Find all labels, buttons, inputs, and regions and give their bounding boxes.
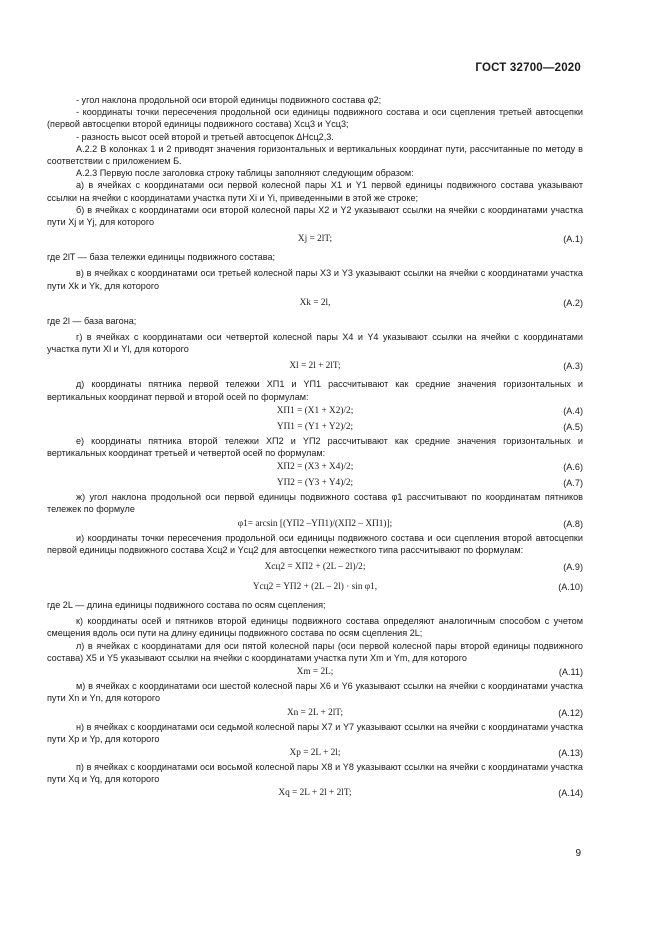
equation-a6 [47, 459, 583, 475]
equation-formula: XП2 = (X3 + X4)/2; [276, 462, 354, 473]
page-number: 9 [575, 848, 581, 859]
paragraph: л) в ячейках с координатами для оси пятой колесной пары (оси первой колесной пары второй единицы подвижного состава) X5 и Y5 указывают ссылки на ячейки с координатами участка пути Xm и Ym, для которого [47, 640, 583, 663]
equation-number: (А.1) [563, 234, 583, 245]
paragraph: к) координаты осей и пятников второй единицы подвижного состава определяют аналогичным способом с учетом смещения вдоль оси пути на длину единицы подвижного состава по осям сцепления 2L; [47, 616, 583, 639]
equation-a12 [47, 705, 583, 721]
paragraph: А.2.3 Первую после заголовка строку таблицы заполняют следующим образом: [76, 168, 414, 179]
paragraph: г) в ячейках с координатами оси четвертой колесной пары X4 и Y4 указывают ссылки на ячейки с координатами участка пути Xl и Yl, для которого [47, 332, 583, 355]
paragraph: А.2.2 В колонках 1 и 2 приводят значения горизонтальных и вертикальных координат пути, рассчитанные по методу в соответствии с приложением Б. [47, 143, 583, 167]
paragraph: и) координаты точки пересечения продольной оси единицы подвижного состава и оси сцепления второй автосцепки первой единицы подвижного состава Xсц2 и Yсц2 для автосцепки нежесткого типа рассчитывают по формулам: [47, 532, 583, 555]
equation-formula: Xm = 2L; [296, 667, 334, 678]
equation-formula: YП1 = (Y1 + Y2)/2; [276, 421, 354, 432]
equation-formula: YП2 = (Y3 + Y4)/2; [276, 478, 354, 489]
equation-a14 [47, 785, 583, 801]
equation-formula: Xj = 2lT; [297, 234, 333, 245]
equation-number: (А.6) [563, 462, 583, 473]
equation-number: (А.10) [558, 582, 583, 593]
equation-number: (А.8) [563, 518, 583, 529]
equation-a10 [47, 579, 583, 595]
equation-formula: Xn = 2L + 2lT; [286, 707, 344, 718]
equation-formula: XП1 = (X1 + X2)/2; [276, 405, 354, 416]
paragraph: н) в ячейках с координатами оси седьмой колесной пары X7 и Y7 указывают ссылки на ячейки с координатами участка пути Xp и Yp, для которого [47, 721, 583, 744]
equation-formula: φ1= arcsin [(YП2 –YП1)/(XП2 – XП1)]; [237, 518, 393, 529]
equation-a11 [47, 664, 583, 680]
paragraph: где 2lT — база тележки единицы подвижного состава; [47, 252, 276, 263]
equation-a3 [47, 358, 583, 374]
paragraph: д) координаты пятника первой тележки XП1 и YП1 рассчитывают как средние значения горизонтальных и вертикальных координат первой и второй осей по формулам: [47, 379, 583, 402]
equation-number: (А.14) [558, 788, 583, 799]
equation-formula: Xq = 2L + 2l + 2lT; [278, 788, 352, 799]
equation-number: (А.5) [563, 421, 583, 432]
equation-formula: Yсц2 = YП2 + (2L – 2l) · sin φ1, [252, 582, 378, 593]
equation-formula: Xp = 2L + 2l; [289, 747, 341, 758]
paragraph: - угол наклона продольной оси второй единицы подвижного состава φ2; [76, 95, 382, 105]
equation-a2 [47, 295, 583, 311]
document-body [47, 94, 583, 801]
paragraph: - разность высот осей второй и третьей автосцепок ΔHсц2,3. [76, 131, 334, 142]
equation-a9 [47, 559, 583, 575]
paragraph: - координаты точки пересечения продольной оси единицы подвижного состава и оси сцепления третьей автосцепки (первой автосцепки второй единицы подвижного состава) Xсц3 и Yсц3; [47, 107, 583, 130]
equation-a5 [47, 419, 583, 435]
equation-formula: Xk = 2l, [299, 297, 331, 308]
document-id-header: ГОСТ 32700—2020 [475, 62, 581, 74]
equation-a1 [47, 231, 583, 247]
paragraph: п) в ячейках с координатами оси восьмой колесной пары X8 и Y8 указывают ссылки на ячейки с координатами участка пути Xq и Yq, для которого [47, 761, 583, 785]
equation-number: (А.2) [563, 297, 583, 308]
equation-a7 [47, 475, 583, 491]
equation-number: (А.13) [558, 747, 583, 758]
equation-formula: Xl = 2l + 2lT; [289, 361, 341, 372]
equation-formula: Xсц2 = XП2 + (2L – 2l)/2; [264, 562, 366, 573]
paragraph: где 2L — длина единицы подвижного состава по осям сцепления; [47, 600, 326, 611]
paragraph: м) в ячейках с координатами оси шестой колесной пары X6 и Y6 указывают ссылки на ячейки с координатами участка пути Xn и Yn, для которого [47, 681, 583, 704]
equation-number: (А.12) [558, 707, 583, 718]
equation-a4 [47, 403, 583, 419]
equation-number: (А.11) [558, 667, 583, 678]
paragraph: где 2l — база вагона; [47, 315, 137, 326]
paragraph: б) в ячейках с координатами оси второй колесной пары X2 и Y2 указывают ссылки на ячейки с координатами участка пути Xj и Yj, для которого [47, 204, 583, 228]
equation-number: (А.9) [563, 562, 583, 573]
equation-number: (А.4) [563, 405, 583, 416]
equation-number: (А.3) [563, 361, 583, 372]
paragraph: а) в ячейках с координатами оси первой колесной пары X1 и Y1 первой единицы подвижного состава указывают ссылки на ячейки с координатами участка пути Xi и Yi, приведенными в этой же строке; [47, 180, 583, 203]
equation-a13 [47, 745, 583, 761]
equation-a8 [47, 516, 583, 532]
paragraph: е) координаты пятника второй тележки XП2 и YП2 рассчитывают как средние значения горизонтальных и вертикальных координат третьей и четвертой осей по формулам: [47, 435, 583, 459]
equation-number: (А.7) [563, 478, 583, 489]
paragraph: ж) угол наклона продольной оси первой единицы подвижного состава φ1 рассчитывают по координатам пятников тележек по формуле [47, 492, 583, 515]
paragraph: в) в ячейках с координатами оси третьей колесной пары X3 и Y3 указывают ссылки на ячейки с координатами участка пути Xk и Yk, для которого [47, 268, 583, 291]
